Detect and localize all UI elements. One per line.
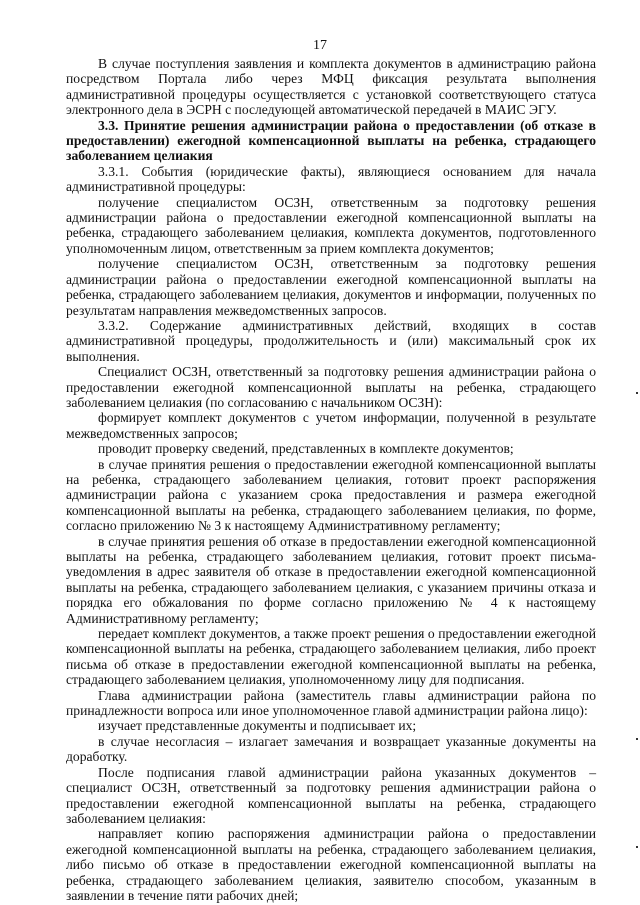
paragraph: в случае принятия решения об отказе в предоставлении ежегодной компенсационной выплаты на ребенка, страдающего заболеванием целиакия, готовит проект письма-уведомления в адрес заявителя об отказе в предоставлении ежегодной компенсационной выплаты на ребенка, страдающего заболеванием целиакия, с указанием причины отказа и порядка его обжалования по форме согласно приложению № 4 к настоящему Административному регламенту;	[66, 533, 596, 626]
page-number: 17	[313, 38, 327, 53]
paragraph: в случае принятия решения о предоставлении ежегодной компенсационной выплаты на ребенка, страдающего заболеванием целиакия, готовит проект распоряжения администрации района с указанием срока предоставления и размера ежегодной компенсационной выплаты на ребенка, страдающего заболеванием целиакия, по форме, согласно приложению № 3 к настоящему Административному регламенту;	[66, 456, 596, 534]
scan-artifact	[636, 846, 638, 848]
paragraph: Специалист ОСЗН, ответственный за подготовку решения администрации района о предоставлении ежегодной компенсационной выплаты на ребенка, страдающего заболеванием целиакия (по согласованию с начальником ОСЗН):	[66, 364, 596, 410]
section-heading: 3.3. Принятие решения администрации района о предоставлении (об отказе в предоставлении) ежегодной компенсационной выплаты на ребенка, страдающего заболеванием целиакия	[66, 117, 596, 164]
paragraph: в случае несогласия – излагает замечания и возвращает указанные документы на доработку.	[66, 733, 596, 765]
paragraph: 3.3.1. События (юридические факты), являющиеся основанием для начала административной процедуры:	[66, 163, 596, 195]
paragraph: получение специалистом ОСЗН, ответственным за подготовку решения администрации района о предоставлении ежегодной компенсационной выплаты на ребенка, страдающего заболеванием целиакия, комплекта документов, подготовленного уполномоченным лицом, ответственным за прием комплекта документов;	[66, 194, 596, 256]
paragraph: Глава администрации района (заместитель главы администрации района по принадлежности вопроса или иное уполномоченное главой администрации района лицо):	[66, 687, 596, 719]
paragraph: 3.3.2. Содержание административных действий, входящих в состав административной процедуры, продолжительность и (или) максимальный срок их выполнения.	[66, 317, 596, 364]
paragraph: направляет копию распоряжения администрации района о предоставлении ежегодной компенсационной выплаты на ребенка, страдающего заболеванием целиакия, либо письмо об отказе в предоставлении ежегодной компенсационной выплаты на ребенка, страдающего заболеванием целиакия, заявителю способом, указанным в заявлении в течение пяти рабочих дней;	[66, 826, 596, 903]
paragraph: изучает представленные документы и подписывает их;	[98, 718, 417, 734]
paragraph: проводит проверку сведений, представленных в комплекте документов;	[98, 441, 514, 457]
document-body	[66, 56, 596, 903]
scan-artifact	[636, 392, 638, 394]
paragraph: После подписания главой администрации района указанных документов – специалист ОСЗН, ответственный за подготовку решения администрации района о предоставлении ежегодной компенсационной выплаты на ребенка, страдающего заболеванием целиакия:	[66, 764, 596, 826]
paragraph: получение специалистом ОСЗН, ответственным за подготовку решения администрации района о предоставлении ежегодной компенсационной выплаты на ребенка, страдающего заболеванием целиакия, документов и информации, полученных по результатам направления межведомственных запросов.	[66, 256, 596, 318]
scan-artifact	[636, 738, 638, 740]
paragraph: формирует комплект документов с учетом информации, полученной в результате межведомственных запросов;	[66, 410, 596, 441]
paragraph: В случае поступления заявления и комплекта документов в администрацию района посредством Портала либо через МФЦ фиксация результата выполнения административной процедуры осуществляется с установкой соответствующего статуса электронного дела в ЭСРН с последующей автоматической передачей в МАИС ЭГУ.	[66, 56, 596, 118]
paragraph: передает комплект документов, а также проект решения о предоставлении ежегодной компенсационной выплаты на ребенка, страдающего заболеванием целиакия, либо проект письма об отказе в предоставлении ежегодной компенсационной выплаты на ребенка, страдающего заболеванием целиакия, уполномоченному лицу для подписания.	[66, 626, 596, 688]
